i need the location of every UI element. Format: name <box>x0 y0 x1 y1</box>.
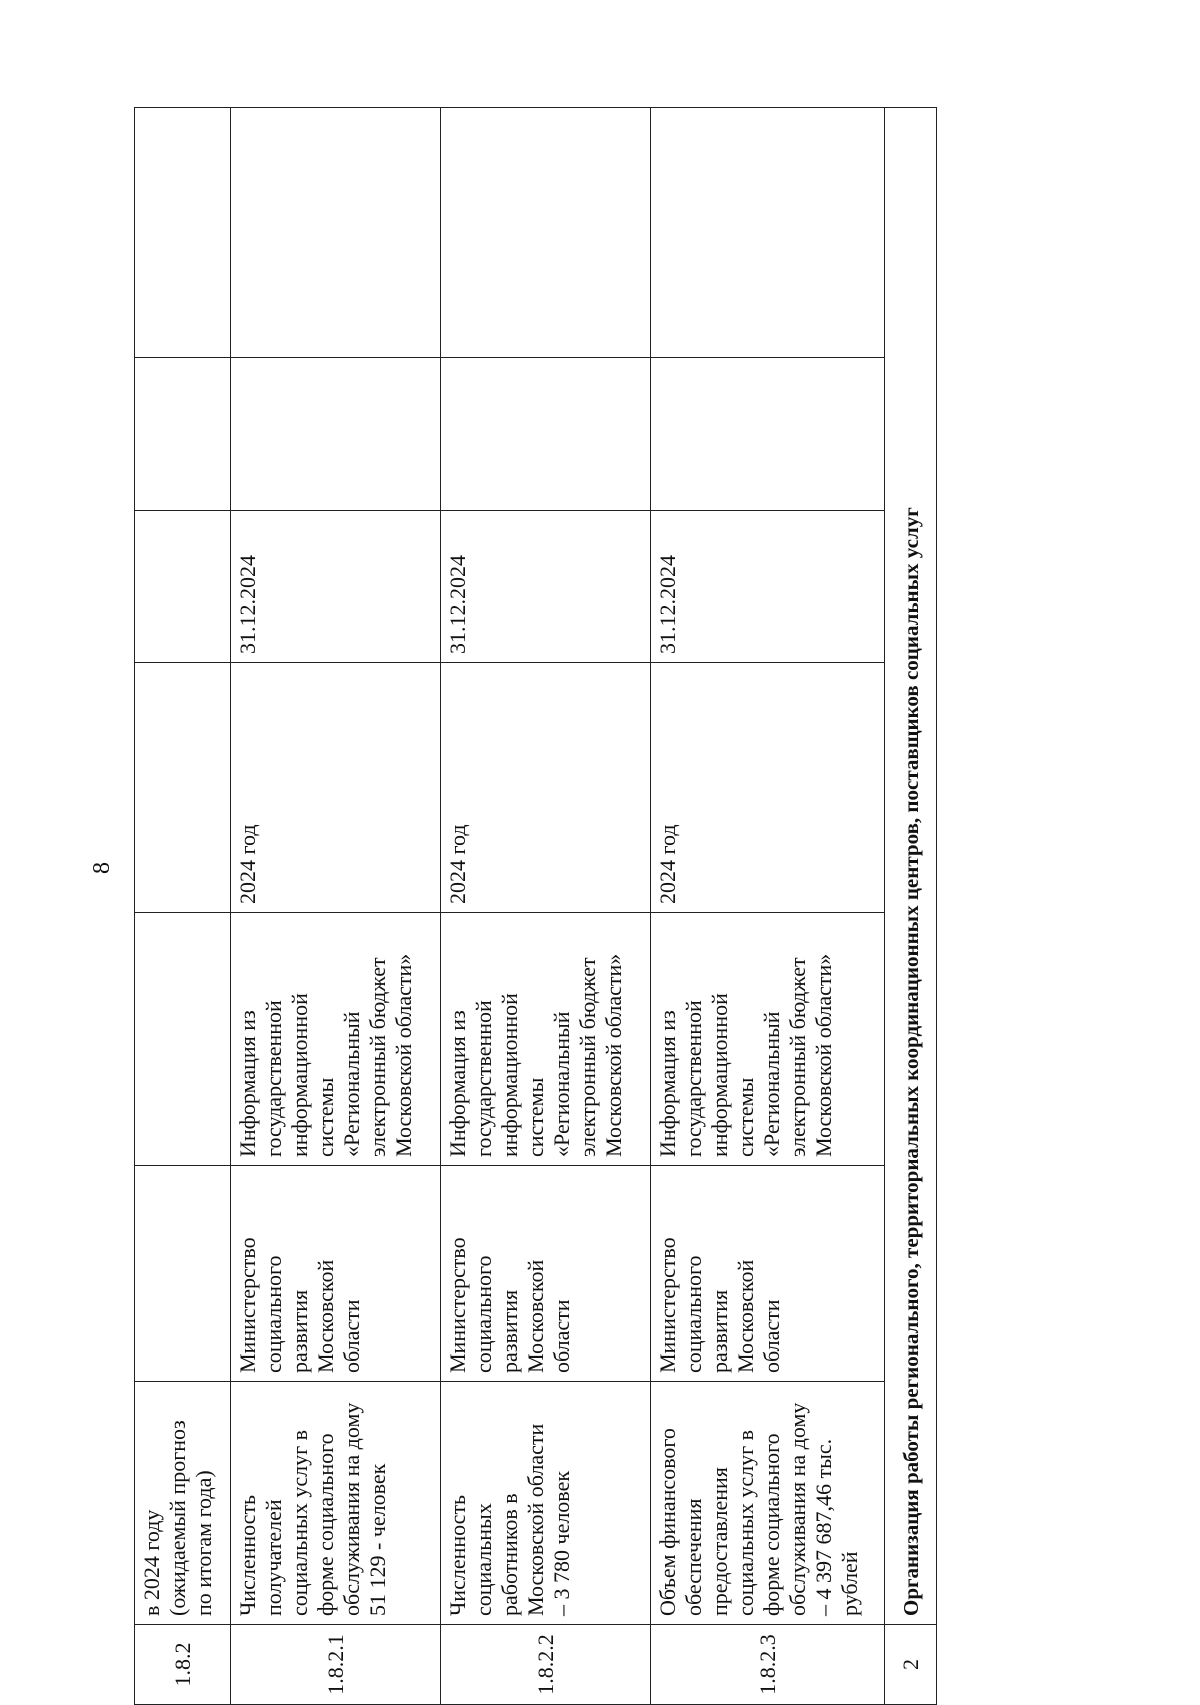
source-cell <box>135 913 231 1166</box>
row-number: 1.8.2.1 <box>231 1625 441 1705</box>
source-cell: Информация из государственной информационной системы «Региональный электронный бюджет Московской области» <box>231 913 441 1166</box>
page-number: 8 <box>89 862 115 874</box>
date-cell <box>135 511 231 663</box>
empty-cell <box>441 358 651 511</box>
row-number: 1.8.2 <box>135 1625 231 1705</box>
row-number: 1.8.2.3 <box>651 1625 885 1705</box>
empty-cell <box>135 358 231 511</box>
section-number: 2 <box>885 1625 937 1705</box>
table-row <box>441 108 651 1705</box>
row-number: 1.8.2.2 <box>441 1625 651 1705</box>
date-cell: 31.12.2024 <box>231 511 441 663</box>
source-cell: Информация из государственной информационной системы «Региональный электронный бюджет Московской области» <box>651 913 885 1166</box>
table-row <box>231 108 441 1705</box>
empty-cell <box>441 108 651 358</box>
empty-cell <box>231 358 441 511</box>
responsible-cell: Министерство социального развития Московской области <box>651 1166 885 1382</box>
responsible-cell: Министерство социального развития Московской области <box>441 1166 651 1382</box>
indicator-cell: Численность социальных работников в Московской области – 3 780 человек <box>441 1382 651 1625</box>
date-cell: 31.12.2024 <box>441 511 651 663</box>
responsible-cell <box>135 1166 231 1382</box>
plan-table <box>134 107 937 1705</box>
responsible-cell: Министерство социального развития Московской области <box>231 1166 441 1382</box>
period-cell: 2024 год <box>441 663 651 913</box>
date-cell: 31.12.2024 <box>651 511 885 663</box>
indicator-cell: Численность получателей социальных услуг в форме социального обслуживания на дому 51 129 - человек <box>231 1382 441 1625</box>
indicator-cell: Объем финансового обеспечения предоставления социальных услуг в форме социального обслуживания на дому – 4 397 687,46 тыс. рублей <box>651 1382 885 1625</box>
empty-cell <box>651 108 885 358</box>
indicator-cell: в 2024 году (ожидаемый прогноз по итогам года) <box>135 1382 231 1625</box>
section-title: Организация работы регионального, территориальных координационных центров, поставщиков социальных услуг <box>885 108 937 1625</box>
empty-cell <box>135 108 231 358</box>
period-cell: 2024 год <box>231 663 441 913</box>
empty-cell <box>651 358 885 511</box>
table-row <box>135 108 231 1705</box>
table-row <box>651 108 885 1705</box>
section-row <box>885 108 937 1705</box>
table-frame <box>134 108 936 1705</box>
period-cell: 2024 год <box>651 663 885 913</box>
period-cell <box>135 663 231 913</box>
empty-cell <box>231 108 441 358</box>
source-cell: Информация из государственной информационной системы «Региональный электронный бюджет Московской области» <box>441 913 651 1166</box>
